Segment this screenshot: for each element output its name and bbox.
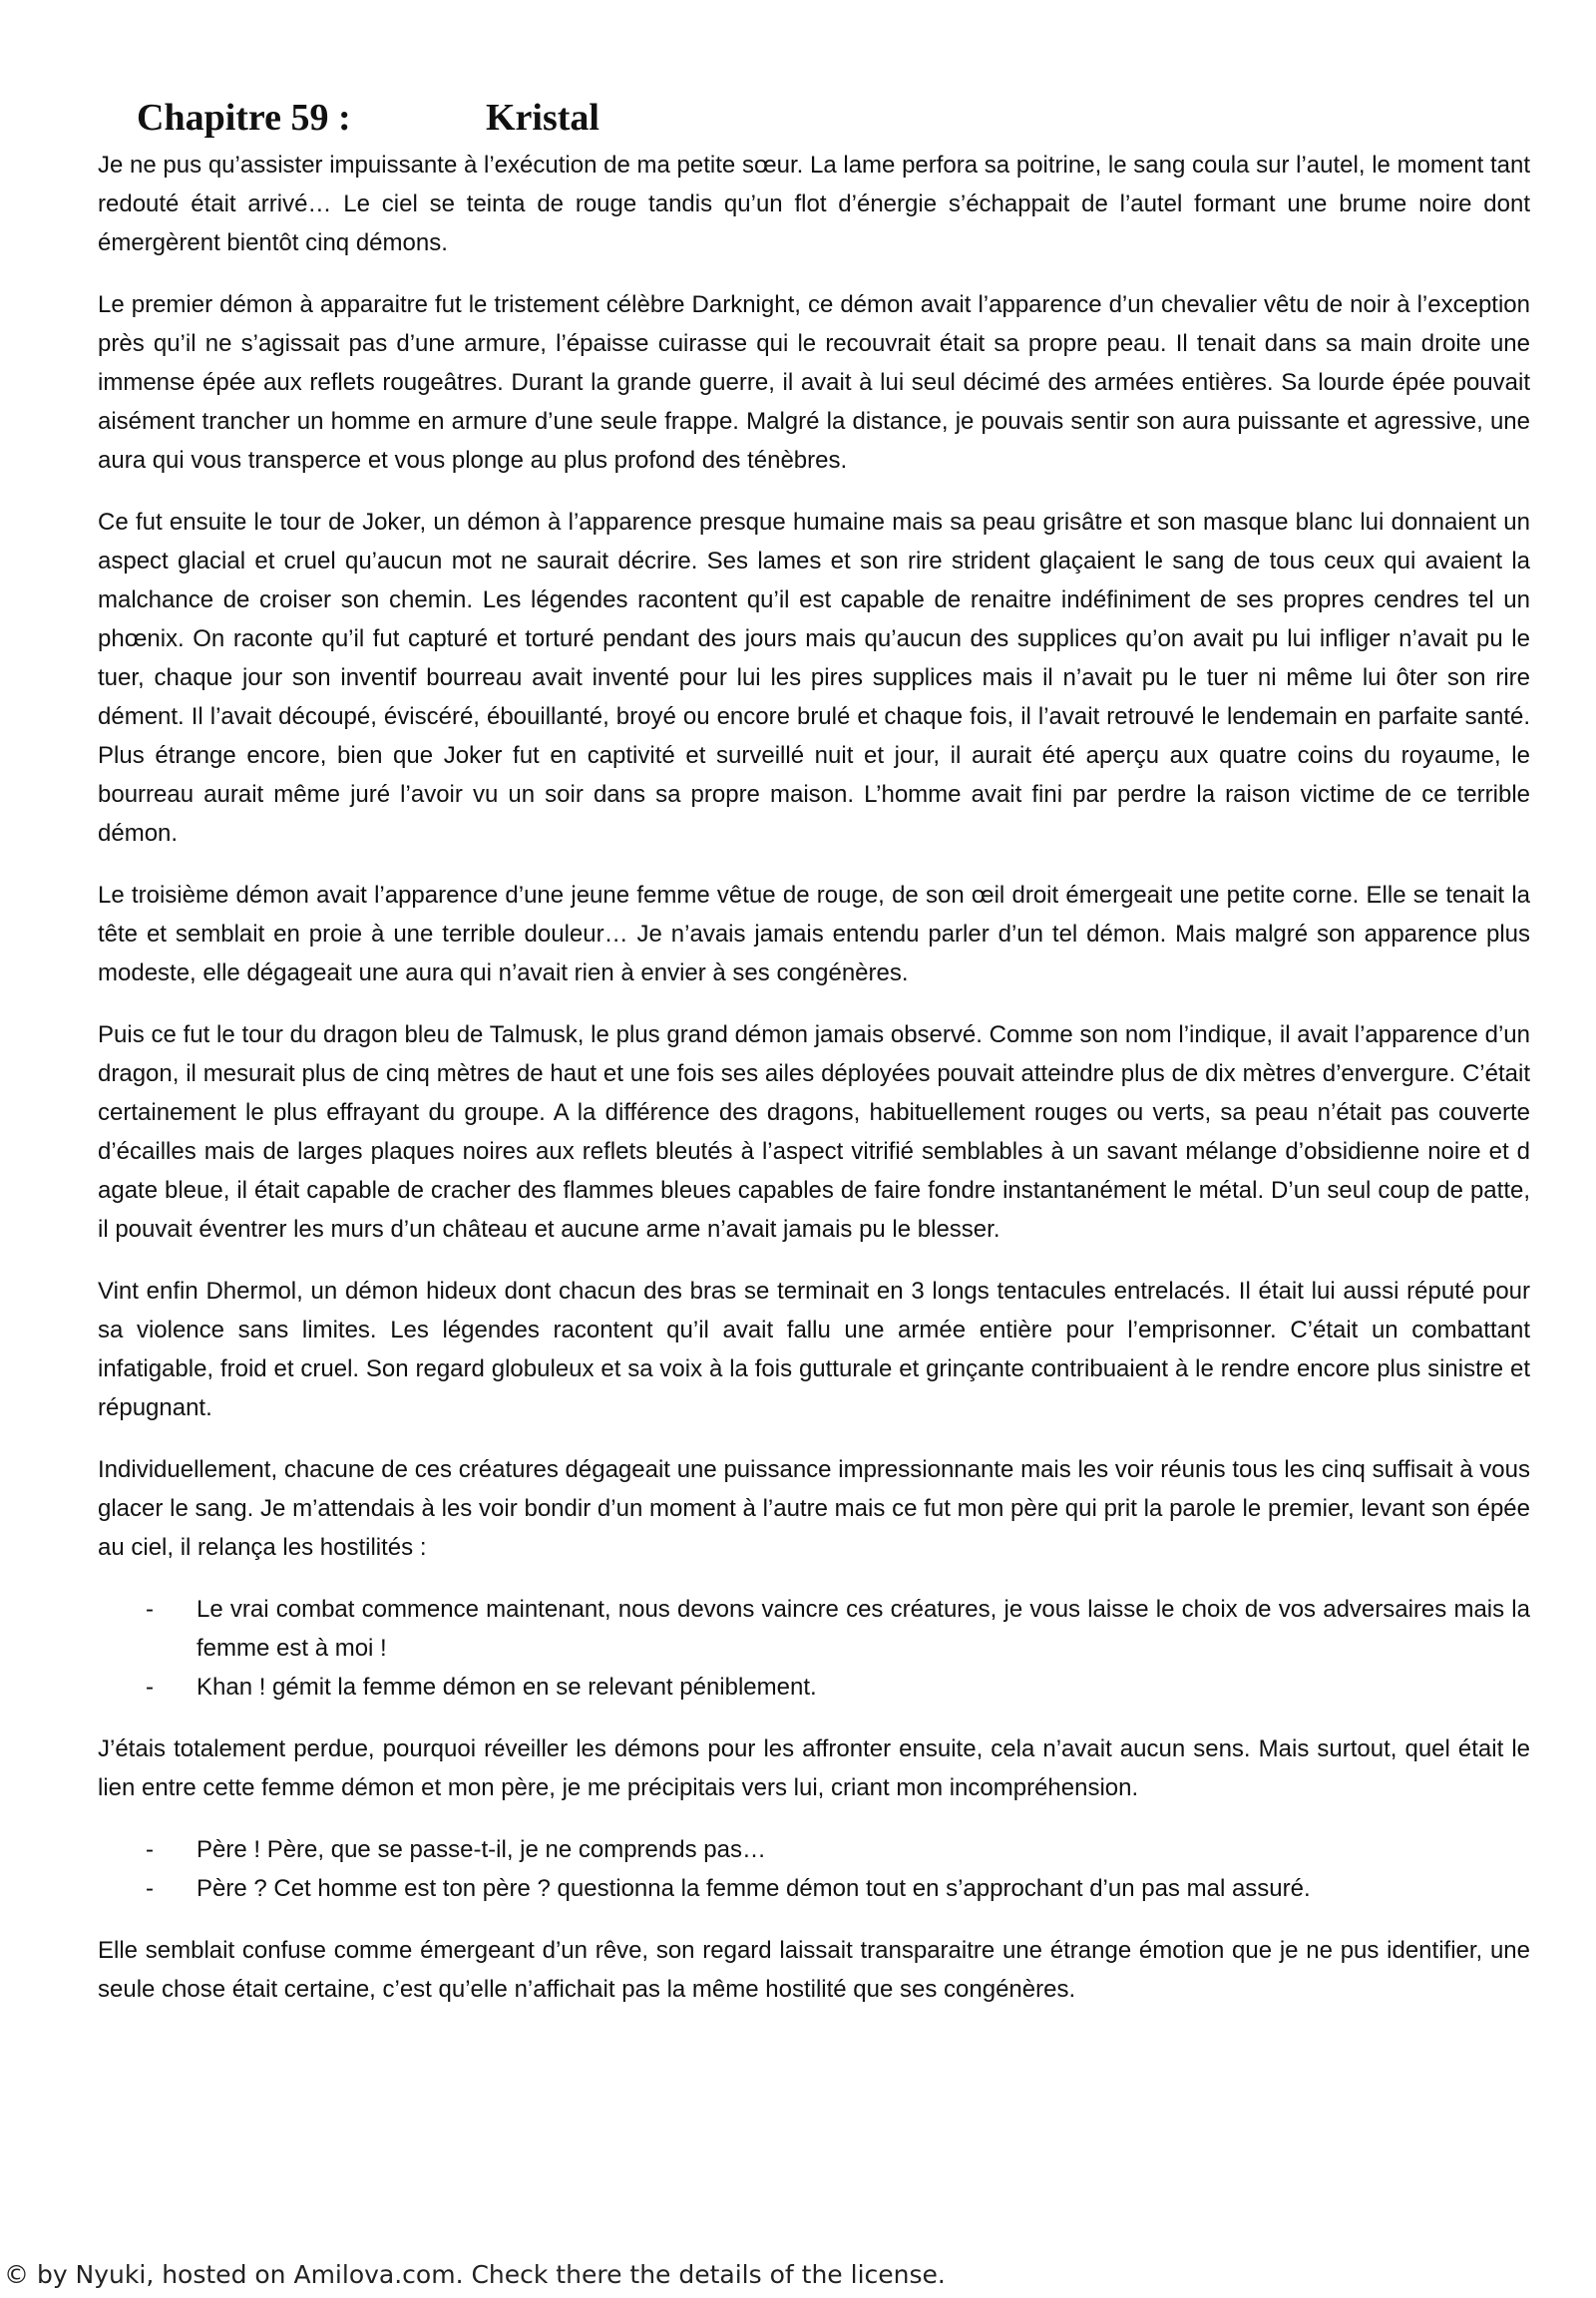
paragraph: Individuellement, chacune de ces créatures dégageait une puissance impressionnante mais les voir réunis tous les cinq suffisait à vous glacer le sang. Je m’attendais à les voir bondir d’un moment à l’autre mais ce fut mon père qui prit la parole le premier, levant son épée au ciel, il relança les hostilités : bbox=[98, 1456, 1530, 1561]
dialogue-text: Père ! Père, que se passe-t-il, je ne comprends pas… bbox=[197, 1836, 766, 1863]
dialogue-text: Père ? Cet homme est ton père ? questionna la femme démon tout en s’approchant d’un pas mal assuré. bbox=[197, 1875, 1311, 1902]
dialogue-line bbox=[98, 1869, 1530, 1908]
chapter-title: Kristal bbox=[486, 97, 599, 139]
dialogue-list bbox=[98, 1830, 1530, 1908]
paragraph: Vint enfin Dhermol, un démon hideux dont chacun des bras se terminait en 3 longs tentacules entrelacés. Il était lui aussi réputé pour sa violence sans limites. Les légendes racontent qu’il avait fallu une armée entière pour l’emprisonner. C’était un combattant infatigable, froid et cruel. Son regard globuleux et sa voix à la fois gutturale et grinçante contribuaient à le rendre encore plus sinistre et répugnant. bbox=[98, 1278, 1530, 1421]
dialogue-dash: - bbox=[146, 1875, 154, 1902]
dialogue-line bbox=[98, 1830, 1530, 1869]
dialogue-line bbox=[98, 1590, 1530, 1668]
dialogue-line bbox=[98, 1668, 1530, 1707]
paragraph: Elle semblait confuse comme émergeant d’un rêve, son regard laissait transparaitre une étrange émotion que je ne pus identifier, une seule chose était certaine, c’est qu’elle n’affichait pas la même hostilité que ses congénères. bbox=[98, 1937, 1530, 2003]
dialogue-dash: - bbox=[146, 1836, 154, 1863]
dialogue-dash: - bbox=[146, 1596, 154, 1623]
dialogue-text: Le vrai combat commence maintenant, nous devons vaincre ces créatures, je vous laisse le choix de vos adversaires mais la femme est à moi ! bbox=[197, 1596, 1530, 1662]
paragraph: Je ne pus qu’assister impuissante à l’exécution de ma petite sœur. La lame perfora sa poitrine, le sang coula sur l’autel, le moment tant redouté était arrivé… Le ciel se teinta de rouge tandis qu’un flot d’énergie s’échappait de l’autel formant une brume noire dont émergèrent bientôt cinq démons. bbox=[98, 152, 1530, 256]
dialogue-text: Khan ! gémit la femme démon en se relevant péniblement. bbox=[197, 1674, 817, 1701]
paragraph: Ce fut ensuite le tour de Joker, un démon à l’apparence presque humaine mais sa peau grisâtre et son masque blanc lui donnaient un aspect glacial et cruel qu’aucun mot ne saurait décrire. Ses lames et son rire strident glaçaient le sang de tous ceux qui avaient la malchance de croiser son chemin. Les légendes racontent qu’il est capable de renaitre indéfiniment de ses propres cendres tel un phœnix. On raconte qu’il fut capturé et torturé pendant des jours mais qu’aucun des supplices qu’on avait pu lui infliger n’avait pu le tuer, chaque jour son inventif bourreau avait inventé pour lui les pires supplices mais il n’avait pu le tuer ni même lui ôter son rire dément. Il l’avait découpé, éviscéré, ébouillanté, broyé ou encore brulé et chaque fois, il l’avait retrouvé le lendemain en parfaite santé. Plus étrange encore, bien que Joker fut en captivité et surveillé nuit et jour, il aurait été aperçu aux quatre coins du royaume, le bourreau aurait même juré l’avoir vu un soir dans sa propre maison. L’homme avait fini par perdre la raison victime de ce terrible démon. bbox=[98, 509, 1530, 847]
chapter-body bbox=[98, 146, 1530, 2032]
chapter-number: Chapitre 59 : bbox=[137, 97, 351, 139]
dialogue-dash: - bbox=[146, 1674, 154, 1701]
paragraph: Le troisième démon avait l’apparence d’une jeune femme vêtue de rouge, de son œil droit émergeait une petite corne. Elle se tenait la tête et semblait en proie à une terrible douleur… Je n’avais jamais entendu parler d’un tel démon. Mais malgré son apparence plus modeste, elle dégageait une aura qui n’avait rien à envier à ses congénères. bbox=[98, 882, 1530, 986]
chapter-heading bbox=[137, 94, 599, 142]
paragraph: Puis ce fut le tour du dragon bleu de Talmusk, le plus grand démon jamais observé. Comme son nom l’indique, il avait l’apparence d’un dragon, il mesurait plus de cinq mètres de haut et une fois ses ailes déployées pouvait atteindre plus de dix mètres d’envergure. C’était certainement le plus effrayant du groupe. A la différence des dragons, habituellement rouges ou verts, sa peau n’était pas couverte d’écailles mais de larges plaques noires aux reflets bleutés à l’aspect vitrifié semblables à un savant mélange d’obsidienne noire et d agate bleue, il était capable de cracher des flammes bleues capables de faire fondre instantanément le métal. D’un seul coup de patte, il pouvait éventrer les murs d’un château et aucune arme n’avait jamais pu le blesser. bbox=[98, 1021, 1530, 1243]
license-footer: © by Nyuki, hosted on Amilova.com. Check there the details of the license. bbox=[4, 2260, 946, 2289]
paragraph: J’étais totalement perdue, pourquoi réveiller les démons pour les affronter ensuite, cela n’avait aucun sens. Mais surtout, quel était le lien entre cette femme démon et mon père, je me précipitais vers lui, criant mon incompréhension. bbox=[98, 1735, 1530, 1801]
paragraph: Le premier démon à apparaitre fut le tristement célèbre Darknight, ce démon avait l’apparence d’un chevalier vêtu de noir à l’exception près qu’il ne s’agissait pas d’une armure, l’épaisse cuirasse qui le recouvrait était sa propre peau. Il tenait dans sa main droite une immense épée aux reflets rougeâtres. Durant la grande guerre, il avait à lui seul décimé des armées entières. Sa lourde épée pouvait aisément trancher un homme en armure d’une seule frappe. Malgré la distance, je pouvais sentir son aura puissante et agressive, une aura qui vous transperce et vous plonge au plus profond des ténèbres. bbox=[98, 291, 1530, 474]
dialogue-list bbox=[98, 1590, 1530, 1707]
